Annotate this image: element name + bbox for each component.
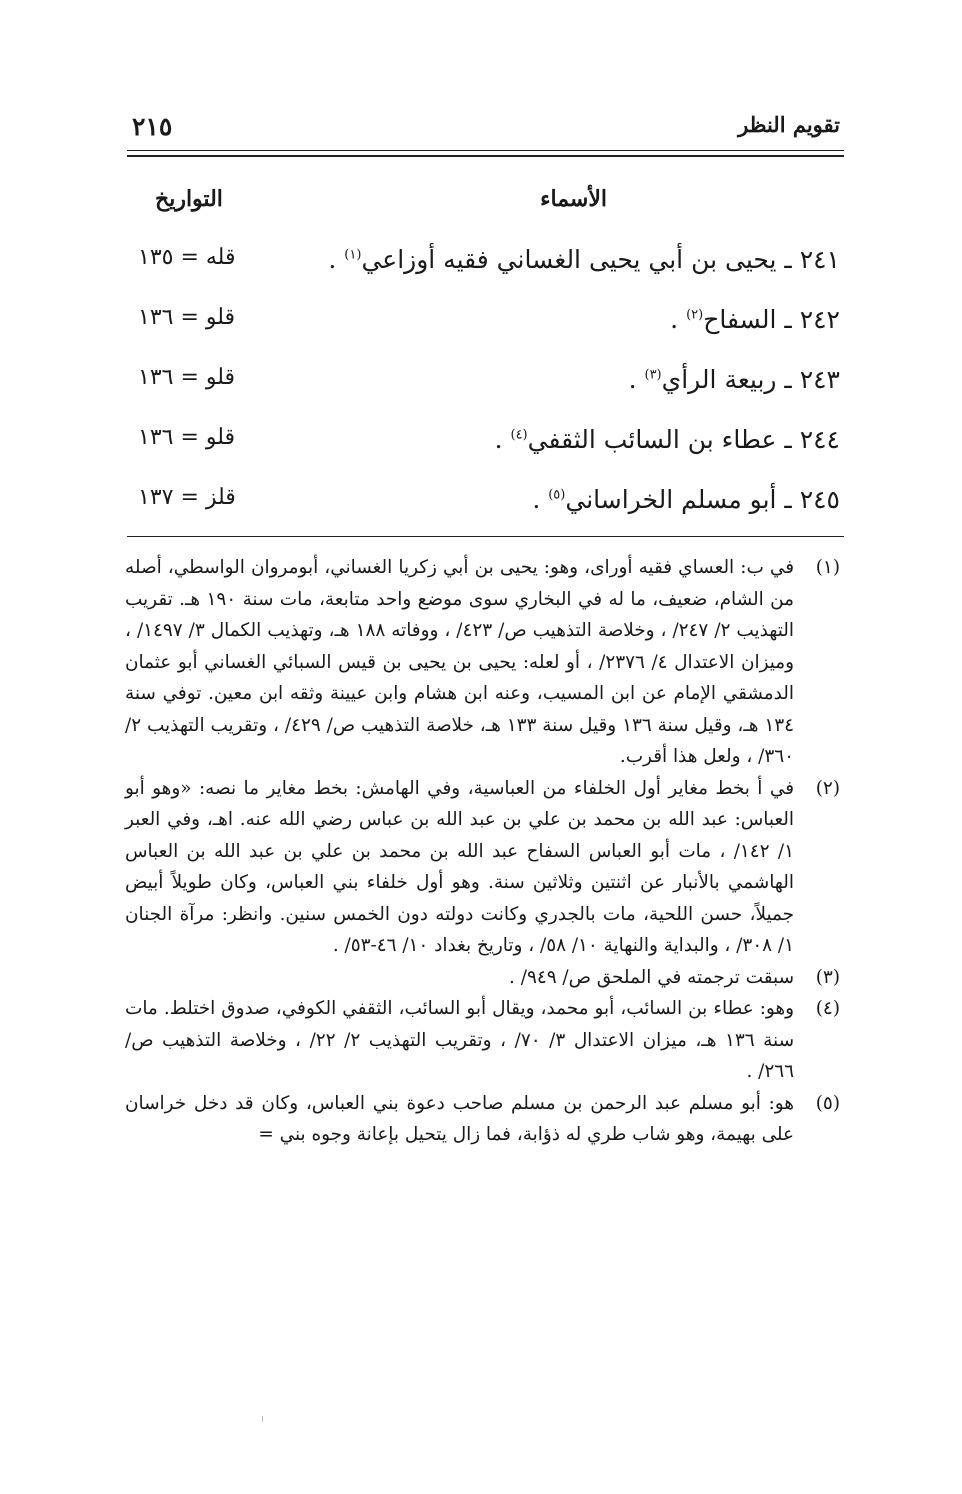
footnote-ref: (٤)	[510, 427, 528, 443]
footnote-text: في أ بخط مغاير أول الخلفاء من العباسية، وفي الهامش: بخط مغاير ما نصه: «وهو أبو العباس: عبد الله بن محمد بن علي بن عبد الله بن عباس رضي الله عنه. اهـ، وفي العبر ١/ ١٤٢/ ، مات أبو العباس السفاح عبد الله بن محمد بن علي بن عبد الله بن العباس الهاشمي بالأنبار عن اثنتين وثلاثين سنة. وهو أول خلفاء بني العباس، وكان طويلاً أبيض جميلاً، حسن اللحية، مات بالجدري وكانت دولته دون الخمس سنين. وانظر: مرآة الجنان ١/ ٣٠٨/ ، والبداية والنهاية ١٠/ ٥٨/ ، وتاريخ بغداد ١٠/ ٤٦-٥٣/ .	[125, 777, 794, 956]
footnote-number: (٤)	[815, 998, 840, 1019]
entry-date: قلو = ١٣٦	[138, 365, 236, 390]
footnote-number: (٣)	[815, 966, 840, 988]
entry-row	[130, 305, 840, 345]
footnote-ref: (١)	[344, 247, 362, 263]
footnote	[125, 1088, 840, 1151]
footnote-ref: (٢)	[686, 307, 704, 323]
footnotes	[125, 552, 840, 1151]
header-rule-thin	[127, 150, 844, 151]
entry-date: قلو = ١٣٦	[138, 305, 236, 330]
entry-name: ٢٤١ ـ يحيى بن أبي يحيى الغساني فقيه أوزاعي$^{(١)}$ .	[328, 245, 840, 274]
footnote-number: (٢)	[815, 777, 840, 799]
entry-date: قلز = ١٣٧	[138, 485, 236, 510]
entry-date: قله = ١٣٥	[138, 245, 236, 270]
page-number: ٢١٥	[132, 112, 173, 141]
entry-row	[130, 365, 840, 405]
footnote-text: في ب: العساي فقيه أوراى، وهو: يحيى بن أبي زكريا الغساني، أبومروان الواسطي، أصله من الشام، ضعيف، ما له في البخاري سوى موضع واحد متابعة، مات سنة ١٩٠ هـ. تقريب التهذيب ٢/ ٢٤٧/ ، وخلاصة التذهيب ص/ ٤٢٣/ ، ووفاته ١٨٨ هـ، وتهذيب الكمال ٣/ ١٤٩٧/ ، وميزان الاعتدال ٤/ ٢٣٧٦/ ، أو لعله: يحيى بن يحيى بن قيس السبائي الغساني أبو عثمان الدمشقي الإمام عن ابن المسيب، وعنه ابن هشام وابن عيينة وثقه ابن معين. توفي سنة ١٣٤ هـ، وقيل سنة ١٣٦ وقيل سنة ١٣٣ هـ، خلاصة التذهيب ص/ ٤٢٩/ ، وتقريب التهذيب ٢/ ٣٦٠/ ، ولعل هذا أقرب.	[125, 557, 795, 767]
footnote-number: (٥)	[815, 1092, 840, 1114]
footnote	[125, 993, 840, 1088]
entry-row	[130, 485, 840, 525]
entry-name: ٢٤٣ ـ ربيعة الرأي$^{(٣)}$ .	[628, 365, 840, 394]
footnote-text: هو: أبو مسلم عبد الرحمن بن مسلم صاحب دعوة بني العباس، وكان قد دخل خراسان على بهيمة، وهو شاب طري له ذؤابة، فما زال يتحيل بإعانة وجوه بني =	[125, 1092, 794, 1145]
footnote	[125, 962, 840, 994]
entry-row	[130, 245, 840, 285]
dates-column-heading: التواريخ	[155, 186, 223, 212]
footnote-ref: (٥)	[548, 487, 566, 503]
entry-name: ٢٤٤ ـ عطاء بن السائب الثقفي$^{(٤)}$ .	[494, 425, 840, 454]
entry-row	[130, 425, 840, 465]
entry-name: ٢٤٢ ـ السفاح$^{(٢)}$ .	[670, 305, 840, 334]
footnote-text: وهو: عطاء بن السائب، أبو محمد، ويقال أبو السائب، الثقفي الكوفي، صدوق اختلط. مات سنة ١٣٦ هـ، ميزان الاعتدال ٣/ ٧٠/ ، وتقريب التهذيب ٢/ ٢٢/ ، وخلاصة التذهيب ص/ ٢٦٦/ .	[125, 998, 794, 1082]
footnote-number: (١)	[815, 557, 840, 578]
running-title: تقويم النظر	[738, 112, 840, 137]
footnote	[125, 552, 840, 773]
footnote-text: سبقت ترجمته في الملحق ص/ ٩٤٩/ .	[509, 966, 794, 988]
footnote-separator	[127, 536, 844, 537]
header-rule-thick	[127, 155, 844, 157]
footnote	[125, 773, 840, 962]
names-column-heading: الأسماء	[540, 186, 607, 212]
scan-speck	[262, 1416, 263, 1422]
footnote-ref: (٣)	[644, 367, 662, 383]
entry-date: قلو = ١٣٦	[138, 425, 236, 450]
entry-name: ٢٤٥ ـ أبو مسلم الخراساني$^{(٥)}$ .	[532, 485, 840, 514]
